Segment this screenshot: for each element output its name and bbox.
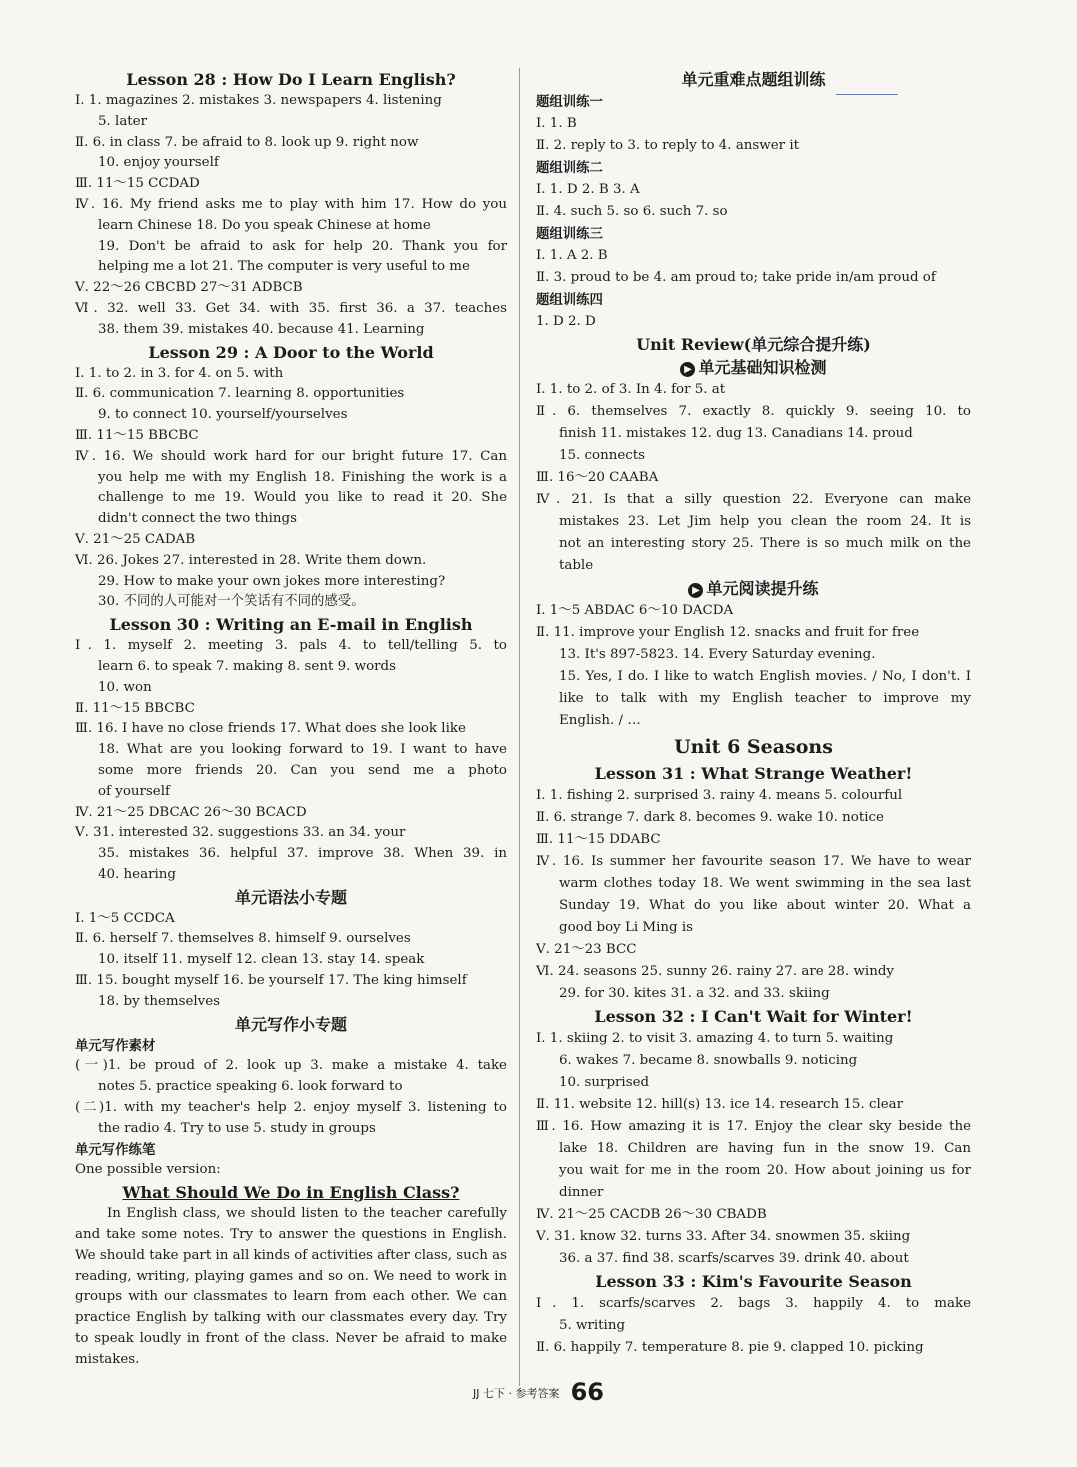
answer-line: Ⅴ. 31. interested 32. suggestions 33. an 34. your — [75, 825, 406, 841]
answer-line: good boy Li Ming is — [559, 920, 694, 935]
answer-line: Ⅱ. 2. reply to 3. to reply to 4. answer it — [536, 138, 800, 153]
answer-line: Ⅰ. 1. to 2. in 3. for 4. on 5. with — [75, 365, 284, 381]
answer-line: 36. a 37. find 38. scarfs/scarves 39. drink 40. about — [559, 1251, 909, 1266]
answer-line: Ⅱ. 3. proud to be 4. am proud to; take pride in/am proud of — [536, 270, 936, 285]
answer-line: you help me with my English 18. Finishing the work is a — [98, 469, 507, 485]
subsection-label: 题组训练三 — [536, 226, 603, 242]
left-column — [75, 68, 507, 1371]
answer-line: Ⅱ. 6. strange 7. dark 8. becomes 9. wake 10. notice — [536, 810, 884, 825]
answer-line: Ⅰ. 1. B — [536, 116, 577, 131]
heading-text: 单元阅读提升练 — [706, 579, 819, 598]
answer-line: notes 5. practice speaking 6. look forward to — [98, 1079, 403, 1095]
answer-line: Ⅰ. 1. to 2. of 3. In 4. for 5. at — [536, 382, 726, 397]
answer-line: Ⅳ. 16. My friend asks me to play with him 17. How do you — [75, 196, 507, 212]
answer-line: of yourself — [98, 783, 170, 799]
heading-text: Lesson 31 : What Strange Weather! — [594, 764, 913, 783]
answer-line: Ⅲ. 16～20 CAABA — [536, 470, 659, 485]
answer-line: Ⅰ. 1. fishing 2. surprised 3. rainy 4. means 5. colourful — [536, 788, 903, 803]
answer-line: Ⅱ. 6. in class 7. be afraid to 8. look up 9. right now — [75, 134, 419, 150]
answer-line: 10. surprised — [559, 1075, 650, 1090]
answer-line: not an interesting story 25. There is so much milk on the — [559, 536, 971, 551]
answer-line: practice English by talking with our classmates every day. Try — [75, 1310, 507, 1326]
answer-line: challenge to me 19. Would you like to read it 20. She — [98, 490, 507, 506]
section-heading — [75, 1181, 507, 1204]
section-heading — [75, 886, 507, 909]
answer-line: 18. by themselves — [98, 993, 221, 1009]
heading-text: Unit Review(单元综合提升练) — [636, 335, 871, 354]
answer-line: the radio 4. Try to use 5. study in groups — [98, 1120, 376, 1136]
answer-line: Ⅰ. 1. skiing 2. to visit 3. amazing 4. to turn 5. waiting — [536, 1031, 894, 1046]
answer-line: groups with our classmates to learn from each other. We can — [75, 1289, 507, 1305]
answer-line: Ⅴ. 31. know 32. turns 33. After 34. snowmen 35. skiing — [536, 1229, 911, 1244]
answer-line: 5. later — [98, 113, 148, 129]
answer-line: Ⅳ. 16. We should work hard for our bright future 17. Can — [75, 448, 507, 464]
answer-line: Ⅴ. 21～25 CADAB — [75, 531, 196, 547]
heading-text: Lesson 30 : Writing an E-mail in English — [109, 615, 473, 635]
subsection-label: 题组训练一 — [536, 94, 603, 110]
answer-line: 13. It's 897-5823. 14. Every Saturday evening. — [559, 647, 876, 662]
answer-line: Ⅲ. 11～15 BBCBC — [75, 427, 199, 443]
answer-line: table — [559, 558, 594, 573]
answer-line: helping me a lot 21. The computer is very useful to me — [98, 259, 470, 275]
answer-line: Ⅲ. 11～15 CCDAD — [75, 176, 200, 192]
subsection-label: 题组训练四 — [536, 292, 603, 308]
section-heading — [536, 762, 971, 785]
answer-line: Ⅱ. 11. website 12. hill(s) 13. ice 14. research 15. clear — [536, 1097, 904, 1112]
answer-line: Ⅴ. 21～23 BCC — [536, 942, 637, 957]
answer-line: Ⅱ. 11. improve your English 12. snacks and fruit for free — [536, 625, 920, 640]
answer-line: Ⅴ. 22～26 CBCBD 27～31 ADBCB — [75, 280, 303, 296]
answer-line: Ⅵ. 26. Jokes 27. interested in 28. Write them down. — [75, 552, 427, 568]
answer-line: English. / … — [559, 713, 641, 728]
answer-line: Ⅱ. 11～15 BBCBC — [75, 700, 195, 716]
answer-line: Ⅰ. 1～5 CCDCA — [75, 910, 175, 926]
answer-line: learn 6. to speak 7. making 8. sent 9. words — [98, 658, 396, 674]
answer-line: We should take part in all kinds of activities after class, such as — [75, 1247, 507, 1263]
footer-label: JJ 七下 · 参考答案 — [473, 1387, 560, 1400]
section-heading — [536, 577, 971, 600]
answer-line: 35. mistakes 36. helpful 37. improve 38. When 39. in — [98, 846, 507, 862]
answer-line: 40. hearing — [98, 866, 176, 882]
heading-text: 单元重难点题组训练 — [681, 70, 826, 89]
answer-line: Ⅰ. 1～5 ABDAC 6～10 DACDA — [536, 603, 734, 618]
heading-text: 单元语法小专题 — [234, 887, 347, 907]
answer-line: Ⅱ. 6. themselves 7. exactly 8. quickly 9. seeing 10. to — [536, 404, 971, 419]
answer-line: 30. 不同的人可能对一个笑话有不同的感受。 — [98, 594, 365, 610]
answer-line: 38. them 39. mistakes 40. because 41. Learning — [98, 321, 425, 337]
answer-line: like to talk with my English teacher to improve my — [559, 691, 971, 706]
heading-text: Unit 6 Seasons — [674, 736, 833, 758]
answer-line: finish 11. mistakes 12. dug 13. Canadians 14. proud — [559, 426, 913, 441]
answer-line: (一)1. be proud of 2. look up 3. make a mistake 4. take — [75, 1058, 507, 1074]
answer-line: warm clothes today 18. We went swimming in the sea last — [559, 876, 971, 891]
play-circle-icon: ▶ — [688, 583, 703, 598]
answer-line: Ⅰ. 1. A 2. B — [536, 248, 608, 263]
column-divider — [519, 68, 520, 1386]
section-heading — [536, 732, 971, 762]
answer-line: Ⅲ. 11～15 DDABC — [536, 832, 661, 847]
heading-text: 单元写作小专题 — [234, 1014, 347, 1034]
answer-line: mistakes 23. Let Jim help you clean the room 24. It is — [559, 514, 971, 529]
answer-line: Ⅱ. 4. such 5. so 6. such 7. so — [536, 204, 728, 219]
section-heading — [75, 341, 507, 364]
answer-line: 5. writing — [559, 1318, 626, 1333]
answer-line: some more friends 20. Can you send me a photo — [98, 762, 507, 778]
answer-line: 10. won — [98, 679, 152, 695]
answer-line: Ⅳ. 21～25 CACDB 26～30 CBADB — [536, 1207, 767, 1222]
answer-line: lake 18. Children are having fun in the snow 19. Can — [559, 1141, 971, 1156]
answer-line: dinner — [559, 1185, 604, 1200]
subsection-label: 单元写作素材 — [75, 1037, 156, 1054]
answer-line: 19. Don't be afraid to ask for help 20. Thank you for — [98, 238, 507, 254]
answer-line: Ⅳ. 21～25 DBCAC 26～30 BCACD — [75, 804, 307, 820]
answer-line: Ⅱ. 6. herself 7. themselves 8. himself 9. ourselves — [75, 931, 411, 947]
answer-line: Ⅳ. 21. Is that a silly question 22. Everyone can make — [536, 492, 971, 507]
answer-line: Ⅰ. 1. magazines 2. mistakes 3. newspapers 4. listening — [75, 93, 442, 108]
heading-text: Lesson 33 : Kim's Favourite Season — [595, 1272, 912, 1291]
section-heading — [75, 1013, 507, 1036]
answer-line: 15. connects — [559, 448, 646, 463]
answer-line: Ⅵ. 32. well 33. Get 34. with 35. first 36. a 37. teaches — [75, 300, 507, 316]
answer-line: reading, writing, playing games and so on. We need to work in — [75, 1268, 507, 1284]
section-heading — [536, 356, 971, 379]
answer-line: 15. Yes, I do. I like to watch English movies. / No, I don't. I — [559, 669, 971, 684]
section-heading — [536, 1005, 971, 1028]
answer-line: Ⅱ. 6. happily 7. temperature 8. pie 9. clapped 10. picking — [536, 1340, 924, 1355]
answer-line: Ⅳ. 16. Is summer her favourite season 17. We have to wear — [536, 854, 971, 869]
answer-line: Ⅲ. 16. I have no close friends 17. What does she look like — [75, 721, 466, 737]
heading-text: 单元基础知识检测 — [698, 358, 827, 377]
answer-line: 9. to connect 10. yourself/yourselves — [98, 407, 348, 423]
section-heading — [536, 333, 971, 356]
answer-line: (二)1. with my teacher's help 2. enjoy myself 3. listening to — [75, 1100, 507, 1116]
answer-line: 29. How to make your own jokes more interesting? — [98, 573, 446, 589]
answer-line: In English class, we should listen to the teacher carefully — [107, 1206, 507, 1222]
play-circle-icon: ▶ — [680, 362, 695, 377]
subsection-label: 题组训练二 — [536, 160, 603, 176]
answer-line: 10. enjoy yourself — [98, 155, 219, 171]
answer-line: didn't connect the two things — [98, 511, 297, 527]
answer-line: Ⅰ. 1. myself 2. meeting 3. pals 4. to tell/telling 5. to — [75, 638, 507, 654]
answer-line: Ⅰ. 1. scarfs/scarves 2. bags 3. happily 4. to make — [536, 1296, 971, 1311]
section-heading — [75, 613, 507, 636]
answer-line: learn Chinese 18. Do you speak Chinese at home — [98, 217, 431, 233]
answer-line: Ⅲ. 15. bought myself 16. be yourself 17. The king himself — [75, 973, 467, 989]
answer-line: you wait for me in the room 20. How about joining us for — [559, 1163, 971, 1178]
answer-line: 10. itself 11. myself 12. clean 13. stay 14. speak — [98, 952, 425, 968]
heading-text: What Should We Do in English Class? — [122, 1183, 460, 1203]
answer-line: One possible version: — [75, 1162, 221, 1178]
heading-text: Lesson 28 : How Do I Learn English? — [126, 70, 456, 89]
heading-text: Lesson 32 : I Can't Wait for Winter! — [594, 1007, 913, 1026]
answer-line: 29. for 30. kites 31. a 32. and 33. skiing — [559, 986, 830, 1001]
answer-line: and take some notes. Try to answer the questions in English. — [75, 1227, 507, 1243]
answer-line: Ⅰ. 1. D 2. B 3. A — [536, 182, 640, 197]
answer-line: mistakes. — [75, 1351, 140, 1367]
page-footer — [0, 1378, 1077, 1406]
answer-line: 1. D 2. D — [536, 314, 596, 329]
subsection-label: 单元写作练笔 — [75, 1141, 156, 1158]
answer-line: 6. wakes 7. became 8. snowballs 9. noticing — [559, 1053, 858, 1068]
answer-line: 18. What are you looking forward to 19. I want to have — [98, 742, 507, 758]
section-heading — [536, 68, 971, 91]
right-column — [536, 68, 971, 1359]
answer-line: to speak loudly in front of the class. Never be afraid to make — [75, 1331, 507, 1347]
section-heading — [75, 68, 507, 91]
answer-line: Ⅲ. 16. How amazing it is 17. Enjoy the clear sky beside the — [536, 1119, 971, 1134]
page-number: 66 — [570, 1378, 604, 1406]
answer-line: Ⅵ. 24. seasons 25. sunny 26. rainy 27. are 28. windy — [536, 964, 894, 979]
section-heading — [536, 1270, 971, 1293]
answer-line: Sunday 19. What do you like about winter 20. What a — [559, 898, 971, 913]
heading-text: Lesson 29 : A Door to the World — [148, 342, 434, 362]
answer-line: Ⅱ. 6. communication 7. learning 8. opportunities — [75, 386, 405, 402]
